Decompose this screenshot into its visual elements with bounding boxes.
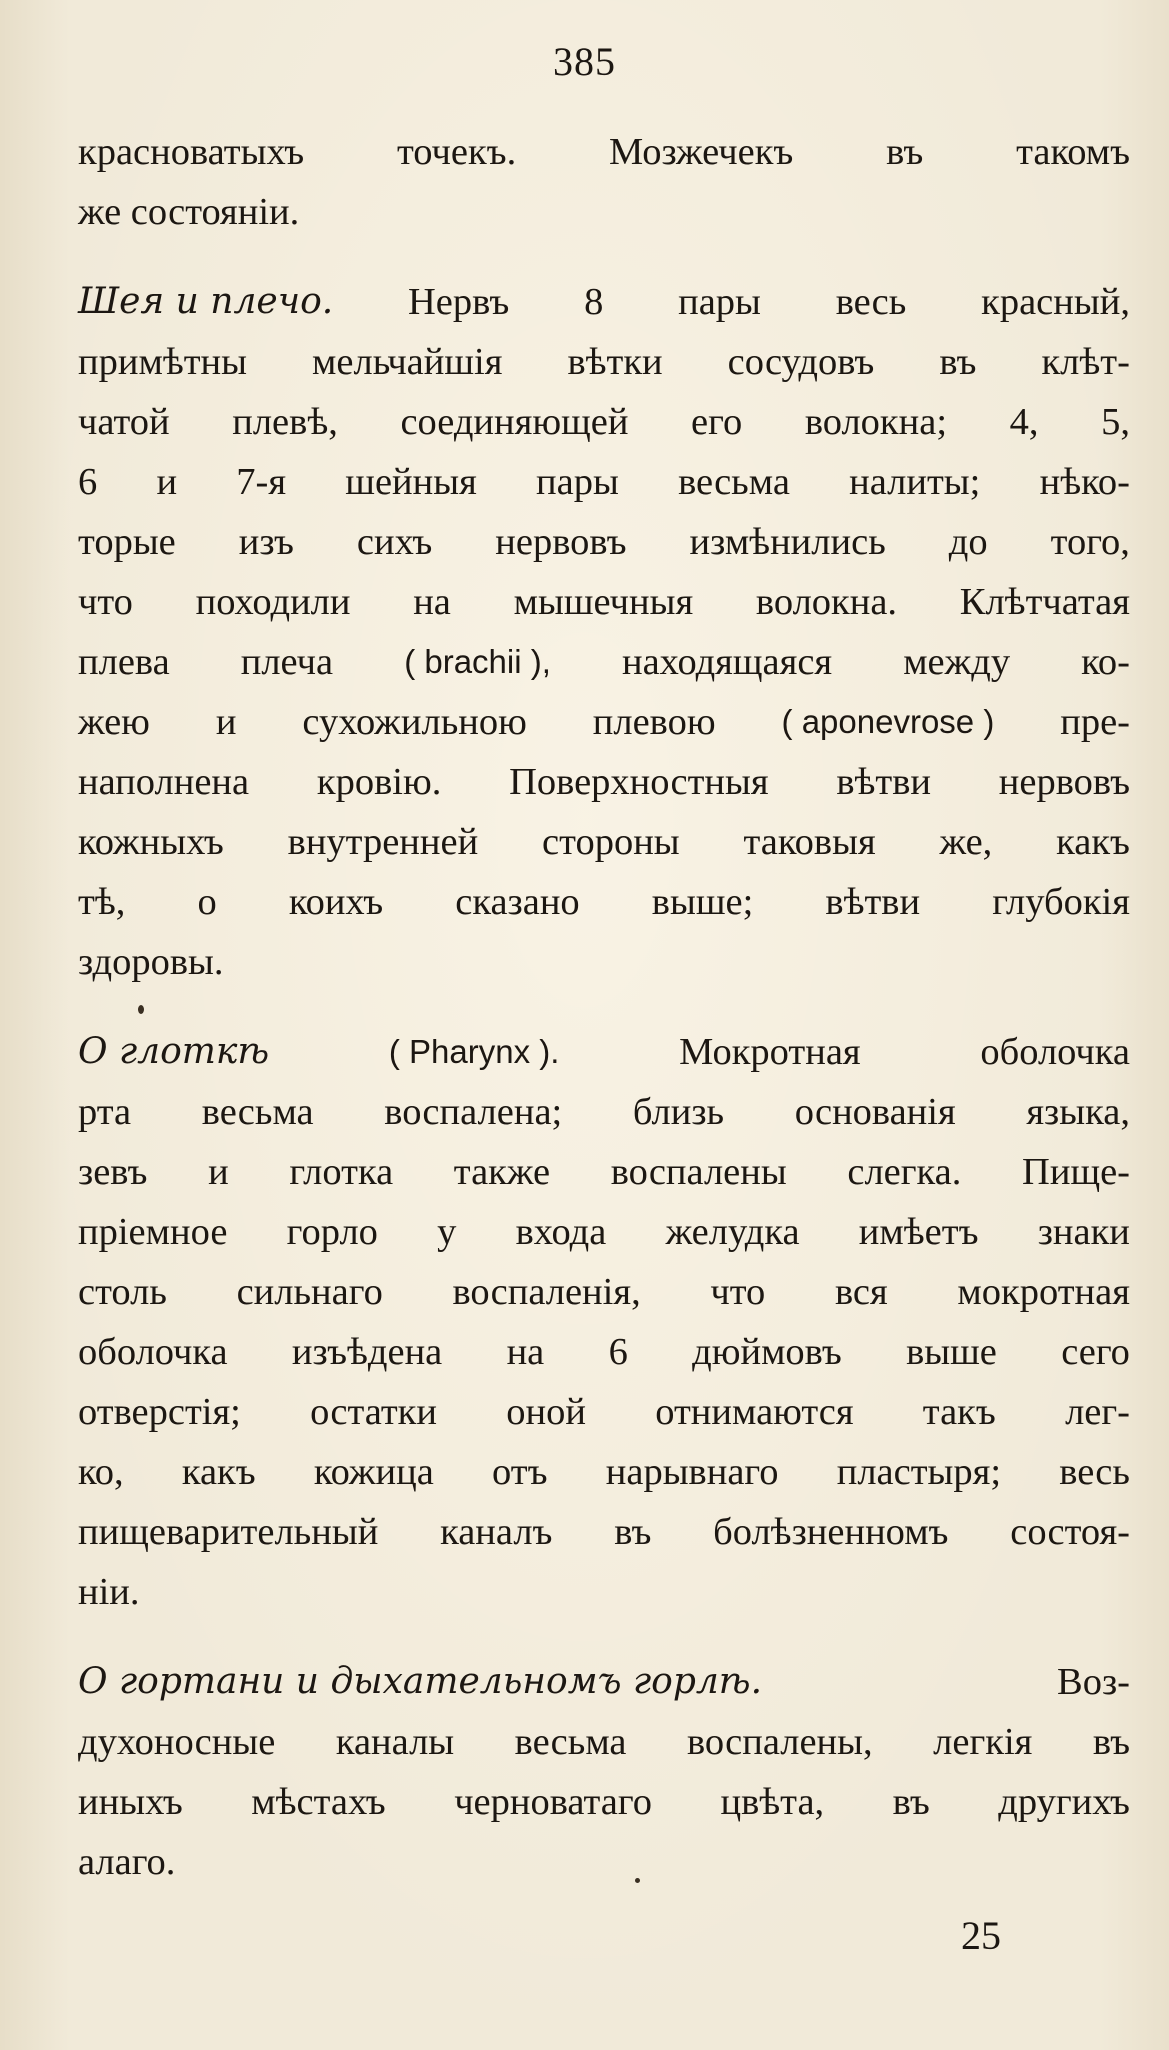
word: состоя-: [1010, 1511, 1130, 1553]
text-line: [78, 332, 1130, 392]
text-line: [78, 1202, 1130, 1262]
word: пары: [536, 461, 619, 503]
word: на: [413, 581, 451, 623]
text-line: [78, 1832, 1130, 1892]
word: мокротная: [957, 1271, 1130, 1313]
word: между: [903, 641, 1011, 683]
word: воспалены,: [687, 1721, 873, 1763]
italic-heading: О глоткѣ: [78, 1031, 270, 1072]
word: отверстія;: [78, 1391, 241, 1433]
word: нервовъ: [495, 521, 627, 563]
paragraph: [78, 1022, 1130, 1622]
italic-heading: Шея и плечо.: [78, 281, 334, 322]
text-line: [78, 932, 1130, 992]
word: кожица: [313, 1451, 434, 1493]
word: отнимаются: [655, 1391, 854, 1433]
word: каналы: [335, 1721, 455, 1763]
text-line: [78, 1562, 1130, 1622]
word: точекъ.: [396, 131, 517, 173]
word: лег-: [1065, 1391, 1130, 1433]
word: воспалена;: [384, 1091, 563, 1133]
word: столь: [78, 1271, 167, 1313]
word: шейныя: [345, 461, 477, 503]
word: въ: [614, 1511, 652, 1553]
word: въ: [1092, 1721, 1130, 1763]
word: сихъ: [356, 521, 433, 563]
signature-mark: 25: [961, 1913, 1001, 1958]
word: глубокія: [992, 881, 1130, 923]
word: кровію.: [316, 761, 442, 803]
word: весь: [835, 281, 907, 323]
word: плеча: [240, 641, 334, 683]
word: вся: [834, 1271, 888, 1313]
text-line: [78, 1652, 1130, 1712]
word: оной: [506, 1391, 586, 1433]
text-line: [78, 1142, 1130, 1202]
word: ко-: [1081, 641, 1130, 683]
word: Нервъ: [408, 281, 510, 323]
paragraph: [78, 122, 1130, 242]
word: Поверхностныя: [509, 761, 769, 803]
word: мышечныя: [513, 581, 694, 623]
text-line: [78, 1382, 1130, 1442]
text-line: [78, 692, 1130, 752]
paragraph-gap: [78, 242, 1130, 272]
word: Пище-: [1022, 1151, 1130, 1193]
word: сосудовъ: [727, 341, 875, 383]
word: чатой: [78, 401, 170, 443]
text-line: [78, 1262, 1130, 1322]
word: горло: [286, 1211, 378, 1253]
word: имѣетъ: [858, 1211, 979, 1253]
word: такъ: [922, 1391, 996, 1433]
word: коихъ: [288, 881, 384, 923]
word: Воз-: [1057, 1661, 1130, 1703]
word: глотка: [289, 1151, 394, 1193]
word: весь: [1059, 1451, 1130, 1493]
word: кожныхъ: [78, 821, 224, 863]
ink-speck: [635, 1878, 640, 1883]
word: черноватаго: [454, 1781, 652, 1823]
word: что: [78, 581, 133, 623]
word: оболочка: [78, 1331, 228, 1373]
word: сухожильною: [302, 701, 527, 743]
text-line: [78, 392, 1130, 452]
word: Мокротная: [679, 1031, 861, 1073]
word: близь: [632, 1091, 725, 1133]
word: походили: [195, 581, 351, 623]
latin-term: ( Pharynx ).: [388, 1033, 560, 1070]
word: плевѣ,: [232, 401, 338, 443]
word: другихъ: [998, 1781, 1130, 1823]
word: изъ: [238, 521, 294, 563]
word: сказано: [455, 881, 580, 923]
text-line: [78, 452, 1130, 512]
word: такомъ: [1016, 131, 1130, 173]
word: въ: [939, 341, 977, 383]
word: слегка.: [847, 1151, 962, 1193]
word: пре-: [1060, 701, 1130, 743]
word: же,: [939, 821, 993, 863]
word: мѣстахъ: [251, 1781, 386, 1823]
word: 8: [584, 281, 604, 323]
word: таковыя: [743, 821, 876, 863]
word: красный,: [981, 281, 1130, 323]
latin-term: ( aponevrose ): [781, 703, 995, 740]
text-line: [78, 1022, 1130, 1082]
page-body-text: [78, 122, 1130, 1892]
word: и: [215, 701, 237, 743]
word: плевою: [592, 701, 716, 743]
word: весьма: [201, 1091, 314, 1133]
word: пріемное: [78, 1211, 228, 1253]
word: какъ: [181, 1451, 256, 1493]
word: красноватыхъ: [78, 131, 305, 173]
text-line: [78, 512, 1130, 572]
word: пищеварительный: [78, 1511, 379, 1553]
text-line: [78, 1322, 1130, 1382]
text-line: [78, 812, 1130, 872]
word: того,: [1050, 521, 1130, 563]
word: ніи.: [78, 1571, 140, 1613]
text-line: [78, 182, 1130, 242]
word: стороны: [542, 821, 680, 863]
word: Клѣтчатая: [959, 581, 1130, 623]
word: 7-я: [236, 461, 287, 503]
word: и: [208, 1151, 229, 1193]
paragraph: [78, 1652, 1130, 1892]
word: нервовъ: [998, 761, 1130, 803]
word: его: [691, 401, 743, 443]
text-line: [78, 872, 1130, 932]
word: волокна.: [755, 581, 898, 623]
word: въ: [886, 131, 924, 173]
word: сильнаго: [236, 1271, 383, 1313]
word: духоносные: [78, 1721, 276, 1763]
word: сего: [1061, 1331, 1130, 1373]
text-line: [78, 1502, 1130, 1562]
text-line: [78, 1082, 1130, 1142]
word: выше: [906, 1331, 997, 1373]
word: желудка: [665, 1211, 800, 1253]
word: вѣтви: [836, 761, 932, 803]
word: рта: [78, 1091, 132, 1133]
word: до: [948, 521, 988, 563]
text-line: [78, 572, 1130, 632]
word: тѣ,: [78, 881, 126, 923]
word: воспалены: [610, 1151, 787, 1193]
word: пластыря;: [836, 1451, 1002, 1493]
paragraph-gap: [78, 1622, 1130, 1652]
word: легкія: [933, 1721, 1033, 1763]
word: дюймовъ: [692, 1331, 842, 1373]
italic-heading: О гортани и дыхательномъ горлѣ.: [78, 1661, 763, 1702]
word: алаго.: [78, 1841, 176, 1883]
word: пары: [678, 281, 761, 323]
word: нарывнаго: [605, 1451, 779, 1493]
word: ко,: [78, 1451, 124, 1493]
word: иныхъ: [78, 1781, 183, 1823]
text-line: [78, 632, 1130, 692]
word: плева: [78, 641, 170, 683]
word: 6: [608, 1331, 628, 1373]
word: что: [710, 1271, 766, 1313]
word: также: [453, 1151, 551, 1193]
word: 6: [78, 461, 98, 503]
word: волокна;: [804, 401, 948, 443]
word: 4,: [1009, 401, 1039, 443]
word: знаки: [1037, 1211, 1130, 1253]
word: нѣко-: [1039, 461, 1130, 503]
word: цвѣта,: [720, 1781, 825, 1823]
text-line: [78, 122, 1130, 182]
word: и: [156, 461, 178, 503]
word: мельчайшія: [312, 341, 503, 383]
word: основанія: [794, 1091, 956, 1133]
word: отъ: [492, 1451, 548, 1493]
paragraph-gap: [78, 992, 1130, 1022]
text-line: [78, 1772, 1130, 1832]
word: какъ: [1056, 821, 1130, 863]
word: на: [506, 1331, 545, 1373]
word: клѣт-: [1041, 341, 1130, 383]
word: вѣтки: [567, 341, 663, 383]
word: выше;: [651, 881, 754, 923]
word: весьма: [678, 461, 790, 503]
word: наполнена: [78, 761, 250, 803]
text-line: [78, 272, 1130, 332]
word: налиты;: [849, 461, 981, 503]
word: болѣзненномъ: [713, 1511, 949, 1553]
word: вѣтви: [825, 881, 921, 923]
page-number: 385: [553, 39, 616, 84]
word: въ: [892, 1781, 930, 1823]
text-line: [78, 1712, 1130, 1772]
word: входа: [515, 1211, 607, 1253]
word: находящаяся: [621, 641, 833, 683]
word: измѣнились: [689, 521, 886, 563]
word: изъѣдена: [291, 1331, 443, 1373]
word: примѣтны: [78, 341, 248, 383]
text-line: [78, 752, 1130, 812]
word: зевъ: [78, 1151, 148, 1193]
word: торые: [78, 521, 176, 563]
word: жею: [78, 701, 150, 743]
word: весьма: [514, 1721, 627, 1763]
word: соединяющей: [400, 401, 629, 443]
word: у: [437, 1211, 457, 1253]
word: языка,: [1026, 1091, 1130, 1133]
text-line: [78, 1442, 1130, 1502]
word: же состояніи.: [78, 191, 300, 233]
word: оболочка: [980, 1031, 1130, 1073]
word: внутренней: [287, 821, 479, 863]
word: воспаленія,: [452, 1271, 641, 1313]
latin-term: ( brachii ),: [404, 643, 551, 680]
paragraph: [78, 272, 1130, 992]
ink-speck: [138, 1005, 144, 1014]
word: о: [197, 881, 217, 923]
word: каналъ: [440, 1511, 553, 1553]
word: остатки: [310, 1391, 437, 1433]
word: Мозжечекъ: [609, 131, 794, 173]
word: здоровы.: [78, 941, 224, 983]
word: 5,: [1101, 401, 1130, 443]
